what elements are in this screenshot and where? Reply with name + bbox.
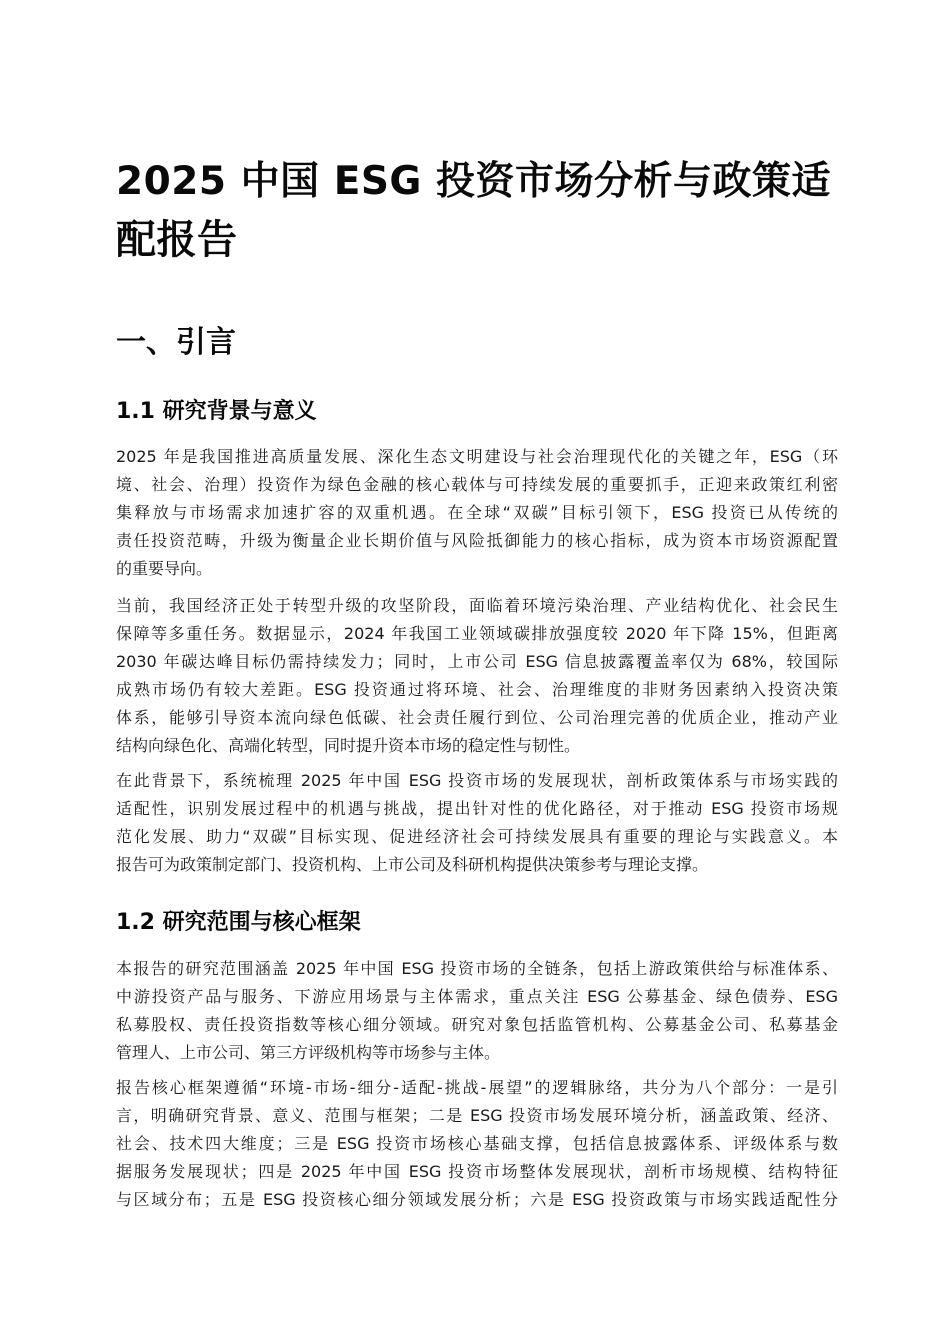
text-line: 成熟市场仍有较大差距。ESG 投资通过将环境、社会、治理维度的非财务因素纳入投资决策	[116, 680, 838, 699]
text-line: 报告可为政策制定部门、投资机构、上市公司及科研机构提供决策参考与理论支撑。	[116, 855, 709, 874]
paragraph-background-1	[116, 443, 838, 583]
text-line: 管理人、上市公司、第三方评级机构等市场参与主体。	[116, 1043, 501, 1062]
text-line: 当前，我国经济正处于转型升级的攻坚阶段，面临着环境污染治理、产业结构优化、社会民生	[116, 596, 838, 615]
text-line: 体系，能够引导资本流向绿色低碳、社会责任履行到位、公司治理完善的优质企业，推动产业	[116, 708, 838, 727]
text-line: 本报告的研究范围涵盖 2025 年中国 ESG 投资市场的全链条，包括上游政策供给与标准体系、	[116, 959, 838, 978]
paragraph-background-3	[116, 767, 838, 879]
text-line: 集释放与市场需求加速扩容的双重机遇。在全球“双碳”目标引领下，ESG 投资已从传统的	[116, 503, 838, 522]
text-line: 社会、技术四大维度；三是 ESG 投资市场核心基础支撑，包括信息披露体系、评级体系与数	[116, 1134, 838, 1153]
paragraph-framework	[116, 1074, 838, 1214]
text-line: 与区域分布；五是 ESG 投资核心细分领域发展分析；六是 ESG 投资政策与市场实践适配性分	[116, 1190, 838, 1209]
text-line: 据服务发展现状；四是 2025 年中国 ESG 投资市场整体发展现状，剖析市场规模、结构特征	[116, 1162, 838, 1181]
text-line: 结构向绿色化、高端化转型，同时提升资本市场的稳定性与韧性。	[116, 736, 581, 755]
subsection-heading-1-1: 1.1 研究背景与意义	[116, 399, 317, 424]
paragraph-scope-1	[116, 955, 838, 1067]
document-title	[116, 152, 838, 270]
text-line: 报告核心框架遵循“环境-市场-细分-适配-挑战-展望”的逻辑脉络，共分为八个部分：一是引	[116, 1078, 838, 1097]
text-line: 的重要导向。	[116, 559, 213, 578]
title-line-2: 配报告	[116, 217, 238, 263]
text-line: 2030 年碳达峰目标仍需持续发力；同时，上市公司 ESG 信息披露覆盖率仅为 68%，较国际	[116, 652, 838, 671]
text-line: 境、社会、治理）投资作为绿色金融的核心载体与可持续发展的重要抓手，正迎来政策红利密	[116, 475, 838, 494]
text-line: 在此背景下，系统梳理 2025 年中国 ESG 投资市场的发展现状，剖析政策体系与市场实践的	[116, 771, 838, 790]
text-line: 私募股权、责任投资指数等核心细分领域。研究对象包括监管机构、公募基金公司、私募基金	[116, 1015, 838, 1034]
text-line: 保障等多重任务。数据显示，2024 年我国工业领域碳排放强度较 2020 年下降 15%，但距离	[116, 624, 838, 643]
paragraph-background-2	[116, 592, 838, 760]
text-line: 中游投资产品与服务、下游应用场景与主体需求，重点关注 ESG 公募基金、绿色债券、ESG	[116, 987, 838, 1006]
subsection-heading-1-2: 1.2 研究范围与核心框架	[116, 910, 361, 935]
title-line-1: 2025 中国 ESG 投资市场分析与政策适	[116, 159, 832, 204]
text-line: 责任投资范畴，升级为衡量企业长期价值与风险抵御能力的核心指标，成为资本市场资源配置	[116, 531, 838, 550]
text-line: 范化发展、助力“双碳”目标实现、促进经济社会可持续发展具有重要的理论与实践意义。本	[116, 827, 838, 846]
section-heading-introduction: 一、引言	[116, 325, 236, 360]
text-line: 适配性，识别发展过程中的机遇与挑战，提出针对性的优化路径，对于推动 ESG 投资市场规	[116, 799, 838, 818]
text-line: 2025 年是我国推进高质量发展、深化生态文明建设与社会治理现代化的关键之年，ESG（环	[116, 447, 838, 466]
text-line: 言，明确研究背景、意义、范围与框架；二是 ESG 投资市场发展环境分析，涵盖政策、经济、	[116, 1106, 838, 1125]
